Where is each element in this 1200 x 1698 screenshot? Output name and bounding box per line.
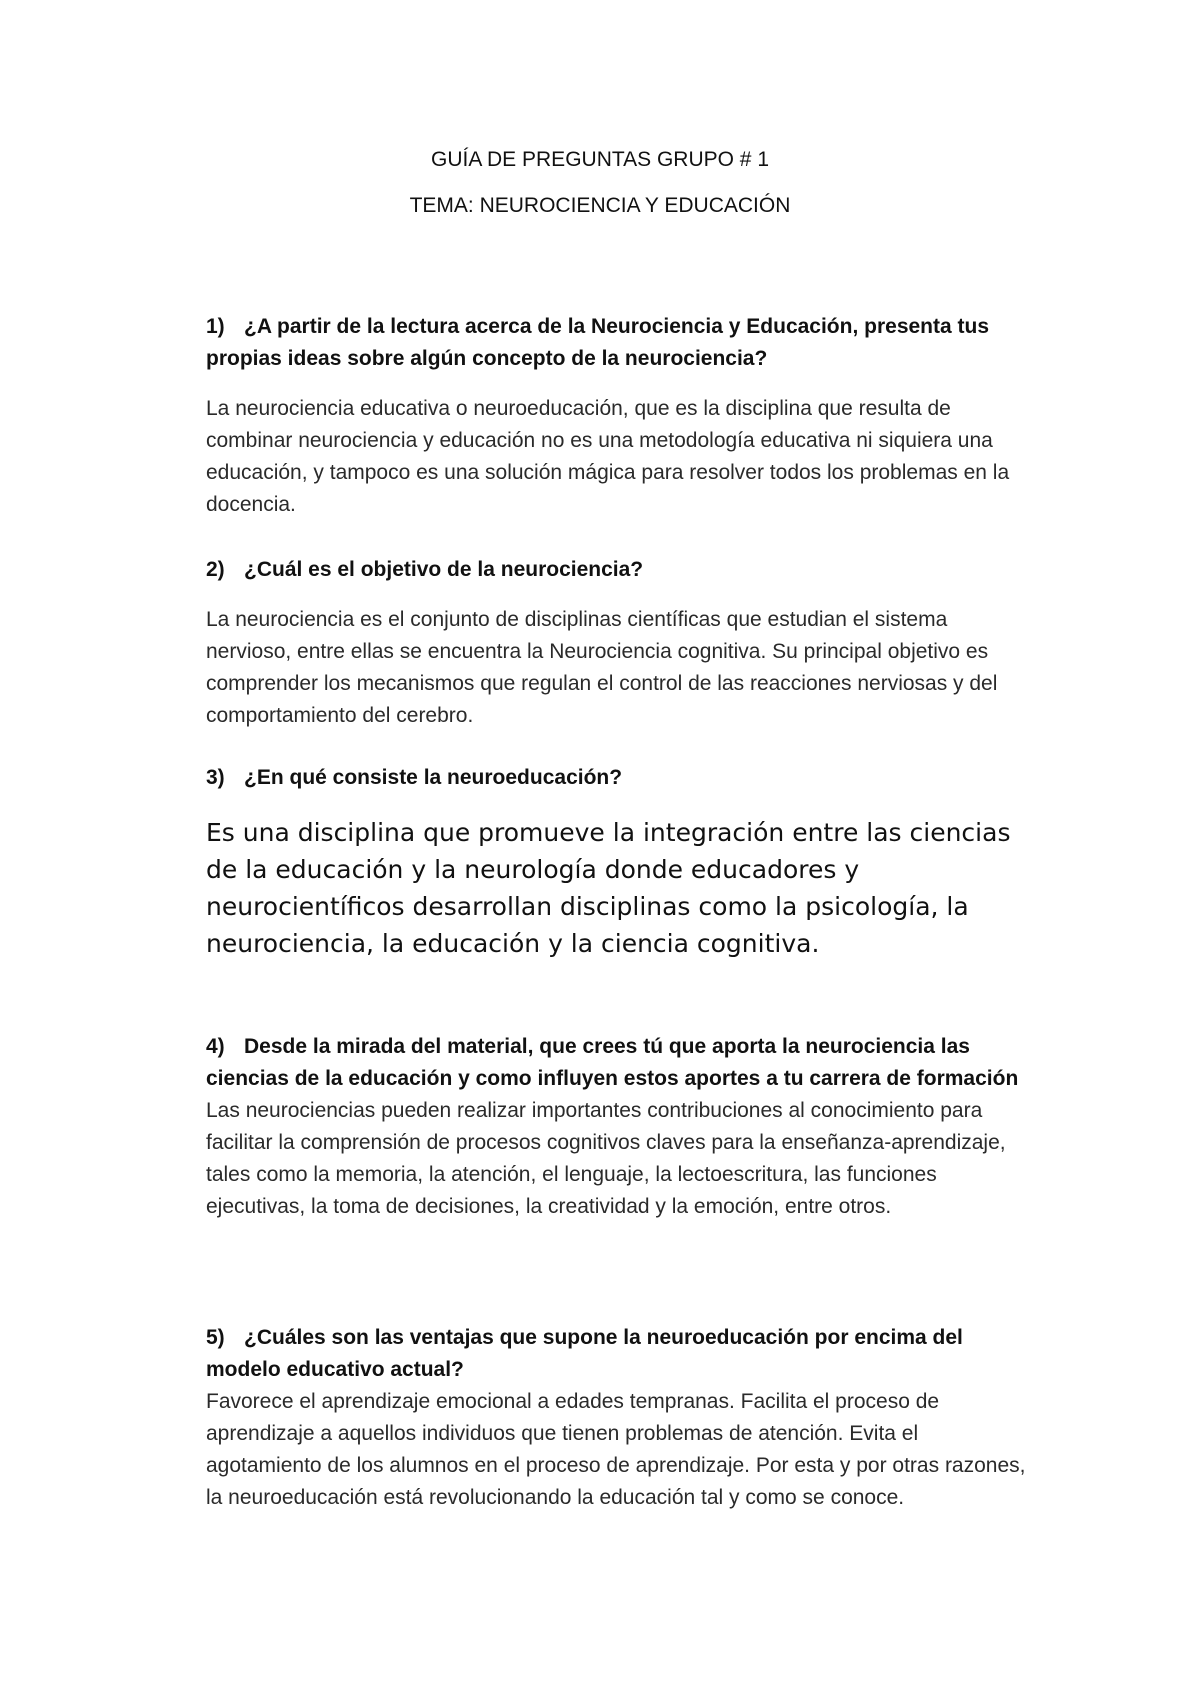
- question-block-3: [206, 762, 1036, 962]
- question-text: ¿A partir de la lectura acerca de la Neurociencia y Educación, presenta tus propias ideas sobre algún concepto de la neurociencia?: [206, 315, 990, 370]
- question-4: [206, 1031, 1036, 1095]
- question-text: ¿En qué consiste la neuroeducación?: [244, 766, 623, 789]
- document-title: GUÍA DE PREGUNTAS GRUPO # 1: [430, 148, 770, 171]
- question-block-2: [206, 554, 1036, 732]
- answer-5: Favorece el aprendizaje emocional a edades tempranas. Facilita el proceso de aprendizaje a aquellos individuos que tienen problemas de atención. Evita el agotamiento de los alumnos en el proceso de aprendizaje. Por esta y por otras razones, la neuroeducación está revolucionando la educación tal y como se conoce.: [206, 1390, 1026, 1509]
- answer-3: Es una disciplina que promueve la integración entre las ciencias de la educación y la neurología donde educadores y neurocientíficos desarrollan disciplinas como la psicología, la neurociencia, la educación y la ciencia cognitiva.: [206, 818, 1011, 958]
- question-number: 5): [206, 1326, 225, 1349]
- answer-1: La neurociencia educativa o neuroeducación, que es la disciplina que resulta de combinar neurociencia y educación no es una metodología educativa ni siquiera una educación, y tampoco es una solución mágica para resolver todos los problemas en la docencia.: [206, 397, 1010, 516]
- question-number: 4): [206, 1035, 225, 1058]
- question-number: 1): [206, 315, 225, 338]
- question-text: ¿Cuál es el objetivo de la neurociencia?: [244, 558, 644, 581]
- question-text: Desde la mirada del material, que crees tú que aporta la neurociencia las ciencias de la educación y como influyen estos aportes a tu carrera de formación: [206, 1035, 1019, 1090]
- question-text: ¿Cuáles son las ventajas que supone la neuroeducación por encima del modelo educativo actual?: [206, 1326, 963, 1381]
- question-5: [206, 1322, 1036, 1386]
- question-number: 3): [206, 766, 225, 789]
- question-number: 2): [206, 558, 225, 581]
- answer-4: Las neurociencias pueden realizar importantes contribuciones al conocimiento para facilitar la comprensión de procesos cognitivos claves para la enseñanza-aprendizaje, tales como la memoria, la atención, el lenguaje, la lectoescritura, las funciones ejecutivas, la toma de decisiones, la creatividad y la emoción, entre otros.: [206, 1099, 1006, 1218]
- question-3: [206, 762, 1036, 794]
- question-block-5: [206, 1322, 1036, 1514]
- question-block-4: [206, 1031, 1036, 1223]
- question-2: [206, 554, 1036, 586]
- document-subtitle: TEMA: NEUROCIENCIA Y EDUCACIÓN: [409, 194, 791, 217]
- question-1: [206, 311, 1036, 375]
- question-block-1: [206, 311, 1036, 521]
- answer-2: La neurociencia es el conjunto de disciplinas científicas que estudian el sistema nervioso, entre ellas se encuentra la Neurociencia cognitiva. Su principal objetivo es comprender los mecanismos que regulan el control de las reacciones nerviosas y del comportamiento del cerebro.: [206, 608, 998, 727]
